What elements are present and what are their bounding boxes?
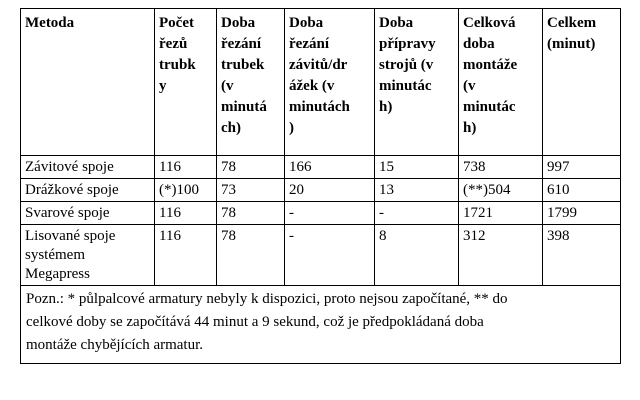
text-line: Doba — [379, 15, 414, 31]
header-cell-thread-time — [285, 9, 375, 156]
text-line: Závitové spoje — [25, 159, 114, 175]
cell-assembly-time: 312 — [459, 225, 543, 286]
cell-prep-time: 13 — [375, 179, 459, 202]
cell-thread-time: 166 — [285, 156, 375, 179]
cell-method — [21, 179, 155, 202]
text-line: Celkem — [547, 15, 597, 31]
table-row — [21, 202, 621, 225]
header-row — [21, 9, 621, 156]
text-line: Počet — [159, 15, 194, 31]
text-line: závitů/dr — [289, 57, 348, 73]
text-line: minutác — [379, 78, 432, 94]
text-line: strojů (v — [379, 57, 434, 73]
text-line: řezání — [221, 36, 261, 52]
text-line: h) — [463, 120, 477, 136]
text-line: Doba — [289, 15, 324, 31]
cell-prep-time: 15 — [375, 156, 459, 179]
text-line: (minut) — [547, 36, 596, 52]
cell-assembly-time: (**)504 — [459, 179, 543, 202]
text-line: ch) — [221, 120, 241, 136]
text-line: celkové doby se započítává 44 minut a 9 sekund, což je předpokládaná doba — [26, 314, 484, 330]
header-cell-pipe-time — [217, 9, 285, 156]
cell-pipe-time: 78 — [217, 225, 285, 286]
text-line: (v — [221, 78, 234, 94]
text-line: Megapress — [25, 266, 90, 282]
cell-assembly-time: 738 — [459, 156, 543, 179]
header-cell-total — [543, 9, 621, 156]
text-line: ) — [289, 120, 294, 136]
header-cell-prep-time — [375, 9, 459, 156]
cell-prep-time: - — [375, 202, 459, 225]
cell-prep-time: 8 — [375, 225, 459, 286]
text-line: montáže — [463, 57, 518, 73]
cell-total: 997 — [543, 156, 621, 179]
text-line: řezání — [289, 36, 329, 52]
header-cell-method — [21, 9, 155, 156]
text-line: Metoda — [25, 15, 75, 31]
cell-pipe-time: 78 — [217, 156, 285, 179]
cell-method — [21, 225, 155, 286]
text-line: Pozn.: * půlpalcové armatury nebyly k dispozici, proto nejsou započítané, ** do — [26, 291, 508, 307]
text-line: Celková — [463, 15, 516, 31]
text-line: y — [159, 78, 167, 94]
table-row — [21, 225, 621, 286]
text-line: minutác — [463, 99, 516, 115]
cell-total: 1799 — [543, 202, 621, 225]
cell-cuts: (*)100 — [155, 179, 217, 202]
text-line: Doba — [221, 15, 256, 31]
table-row — [21, 179, 621, 202]
comparison-table — [20, 8, 621, 364]
note-row — [21, 286, 621, 364]
header-cell-cuts — [155, 9, 217, 156]
cell-cuts: 116 — [155, 202, 217, 225]
text-line: přípravy — [379, 36, 436, 52]
cell-cuts: 116 — [155, 225, 217, 286]
text-line: Drážkové spoje — [25, 182, 119, 198]
text-line: ážek (v — [289, 78, 335, 94]
cell-thread-time: - — [285, 202, 375, 225]
cell-cuts: 116 — [155, 156, 217, 179]
cell-total: 398 — [543, 225, 621, 286]
cell-total: 610 — [543, 179, 621, 202]
text-line: minutá — [221, 99, 267, 115]
text-line: řezů — [159, 36, 188, 52]
text-line: trubek — [221, 57, 265, 73]
text-line: minutách — [289, 99, 350, 115]
cell-assembly-time: 1721 — [459, 202, 543, 225]
table-note — [21, 286, 621, 364]
text-line: doba — [463, 36, 495, 52]
cell-pipe-time: 73 — [217, 179, 285, 202]
text-line: Lisované spoje — [25, 228, 116, 244]
cell-pipe-time: 78 — [217, 202, 285, 225]
cell-method — [21, 202, 155, 225]
cell-thread-time: 20 — [285, 179, 375, 202]
table-row — [21, 156, 621, 179]
text-line: h) — [379, 99, 393, 115]
cell-method — [21, 156, 155, 179]
text-line: montáže chybějících armatur. — [26, 337, 204, 353]
cell-thread-time: - — [285, 225, 375, 286]
text-line: systémem — [25, 247, 85, 263]
text-line: Svarové spoje — [25, 205, 110, 221]
text-line: (v — [463, 78, 476, 94]
text-line: trubk — [159, 57, 196, 73]
header-cell-assembly-time — [459, 9, 543, 156]
